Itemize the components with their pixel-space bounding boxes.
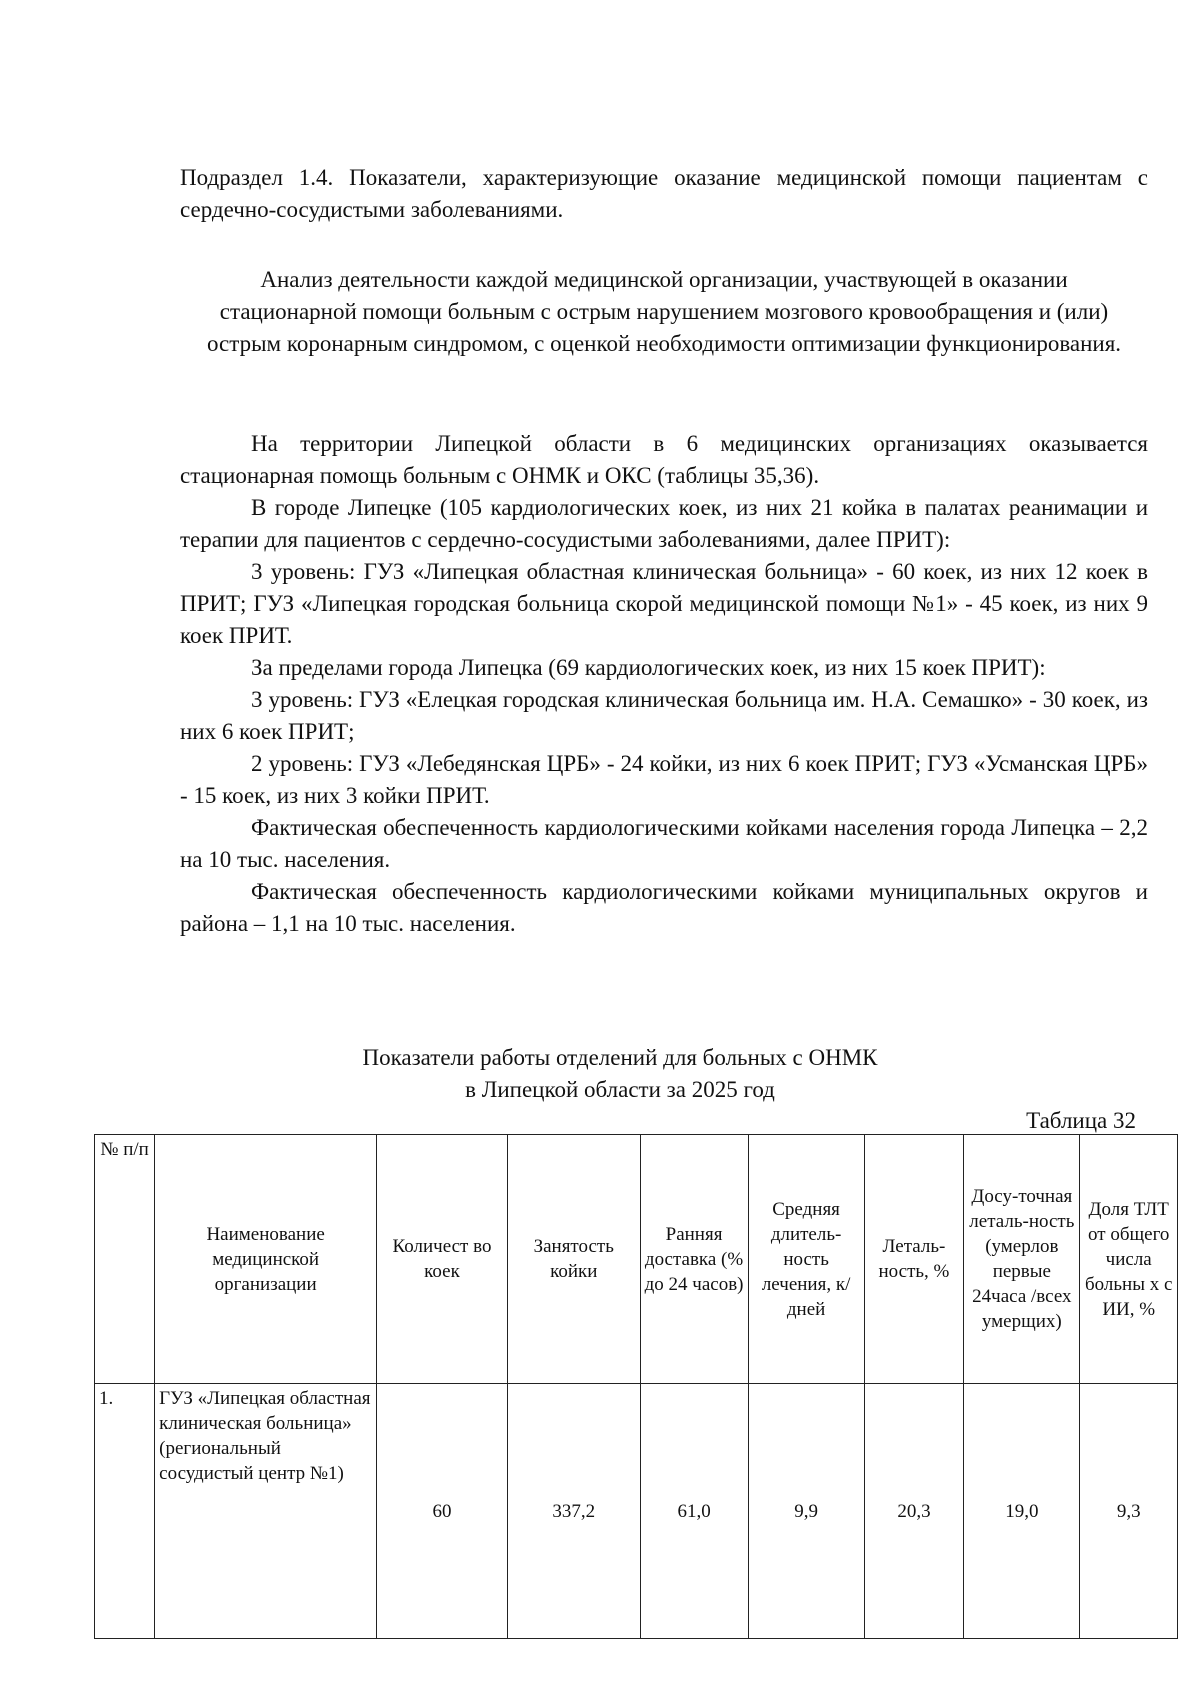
table-cell: 9,3 xyxy=(1080,1384,1178,1639)
paragraph: Фактическая обеспеченность кардиологическими койками населения города Липецка – 2,2 на 10 тыс. населения. xyxy=(180,815,1148,872)
table-header-row xyxy=(95,1135,1178,1384)
table-header-cell: Ранняя доставка (% до 24 часов) xyxy=(640,1135,748,1384)
table-header-cell: Леталь-ность, % xyxy=(864,1135,964,1384)
table-cell: 19,0 xyxy=(964,1384,1080,1639)
table-caption-line: в Липецкой области за 2025 год xyxy=(465,1077,775,1102)
table-cell: 60 xyxy=(377,1384,508,1639)
table-cell: 337,2 xyxy=(507,1384,640,1639)
table-header-cell: Доля ТЛТ от общего числа больны х с ИИ, % xyxy=(1080,1135,1178,1384)
table-header-cell: Средняя длитель-ность лечения, к/дней xyxy=(748,1135,864,1384)
table-header-cell: Досу-точная леталь-ность (умерлов первые 24часа /всех умерщих) xyxy=(964,1135,1080,1384)
indicators-table xyxy=(94,1134,1178,1639)
body-text xyxy=(180,428,1148,940)
subsection-title: Подраздел 1.4. Показатели, характеризующие оказание медицинской помощи пациентам с сердечно-сосудистыми заболеваниями. xyxy=(180,165,1148,222)
paragraph: 3 уровень: ГУЗ «Елецкая городская клиническая больница им. Н.А. Семашко» - 30 коек, из них 6 коек ПРИТ; xyxy=(180,687,1148,744)
paragraph: Фактическая обеспеченность кардиологическими койками муниципальных округов и района – 1,1 на 10 тыс. населения. xyxy=(180,879,1148,936)
paragraph: В городе Липецке (105 кардиологических коек, из них 21 койка в палатах реанимации и терапии для пациентов с сердечно-сосудистыми заболеваниями, далее ПРИТ): xyxy=(180,495,1148,552)
analysis-heading: Анализ деятельности каждой медицинской организации, участвующей в оказании стационарной помощи больным с острым нарушением мозгового кровообращения и (или) острым коронарным синдромом, с оценкой необходимости оптимизации функционирования. xyxy=(206,267,1122,356)
paragraph: За пределами города Липецка (69 кардиологических коек, из них 15 коек ПРИТ): xyxy=(251,655,1046,680)
table-header-cell: Количест во коек xyxy=(377,1135,508,1384)
paragraph: На территории Липецкой области в 6 медицинских организациях оказывается стационарная помощь больным с ОНМК и ОКС (таблицы 35,36). xyxy=(180,431,1148,488)
table-header-cell: Наименование медицинской организации xyxy=(155,1135,377,1384)
table-caption xyxy=(300,1042,940,1106)
table-header-cell: Занятость койки xyxy=(507,1135,640,1384)
paragraph: 2 уровень: ГУЗ «Лебедянская ЦРБ» - 24 койки, из них 6 коек ПРИТ; ГУЗ «Усманская ЦРБ» - 15 коек, из них 3 койки ПРИТ. xyxy=(180,751,1148,808)
table-row xyxy=(95,1384,1178,1639)
table-cell: 61,0 xyxy=(640,1384,748,1639)
table-caption-line: Показатели работы отделений для больных с ОНМК xyxy=(362,1045,878,1070)
table-number: Таблица 32 xyxy=(1026,1108,1136,1133)
table-cell: 20,3 xyxy=(864,1384,964,1639)
table-cell: 1. xyxy=(95,1384,155,1639)
table-cell: ГУЗ «Липецкая областная клиническая больница» (региональный сосудистый центр №1) xyxy=(155,1384,377,1639)
table-header-cell: № п/п xyxy=(95,1135,155,1384)
paragraph: 3 уровень: ГУЗ «Липецкая областная клиническая больница» - 60 коек, из них 12 коек в ПРИТ; ГУЗ «Липецкая городская больница скорой медицинской помощи №1» - 45 коек, из них 9 коек ПРИТ. xyxy=(180,559,1148,648)
table-cell: 9,9 xyxy=(748,1384,864,1639)
